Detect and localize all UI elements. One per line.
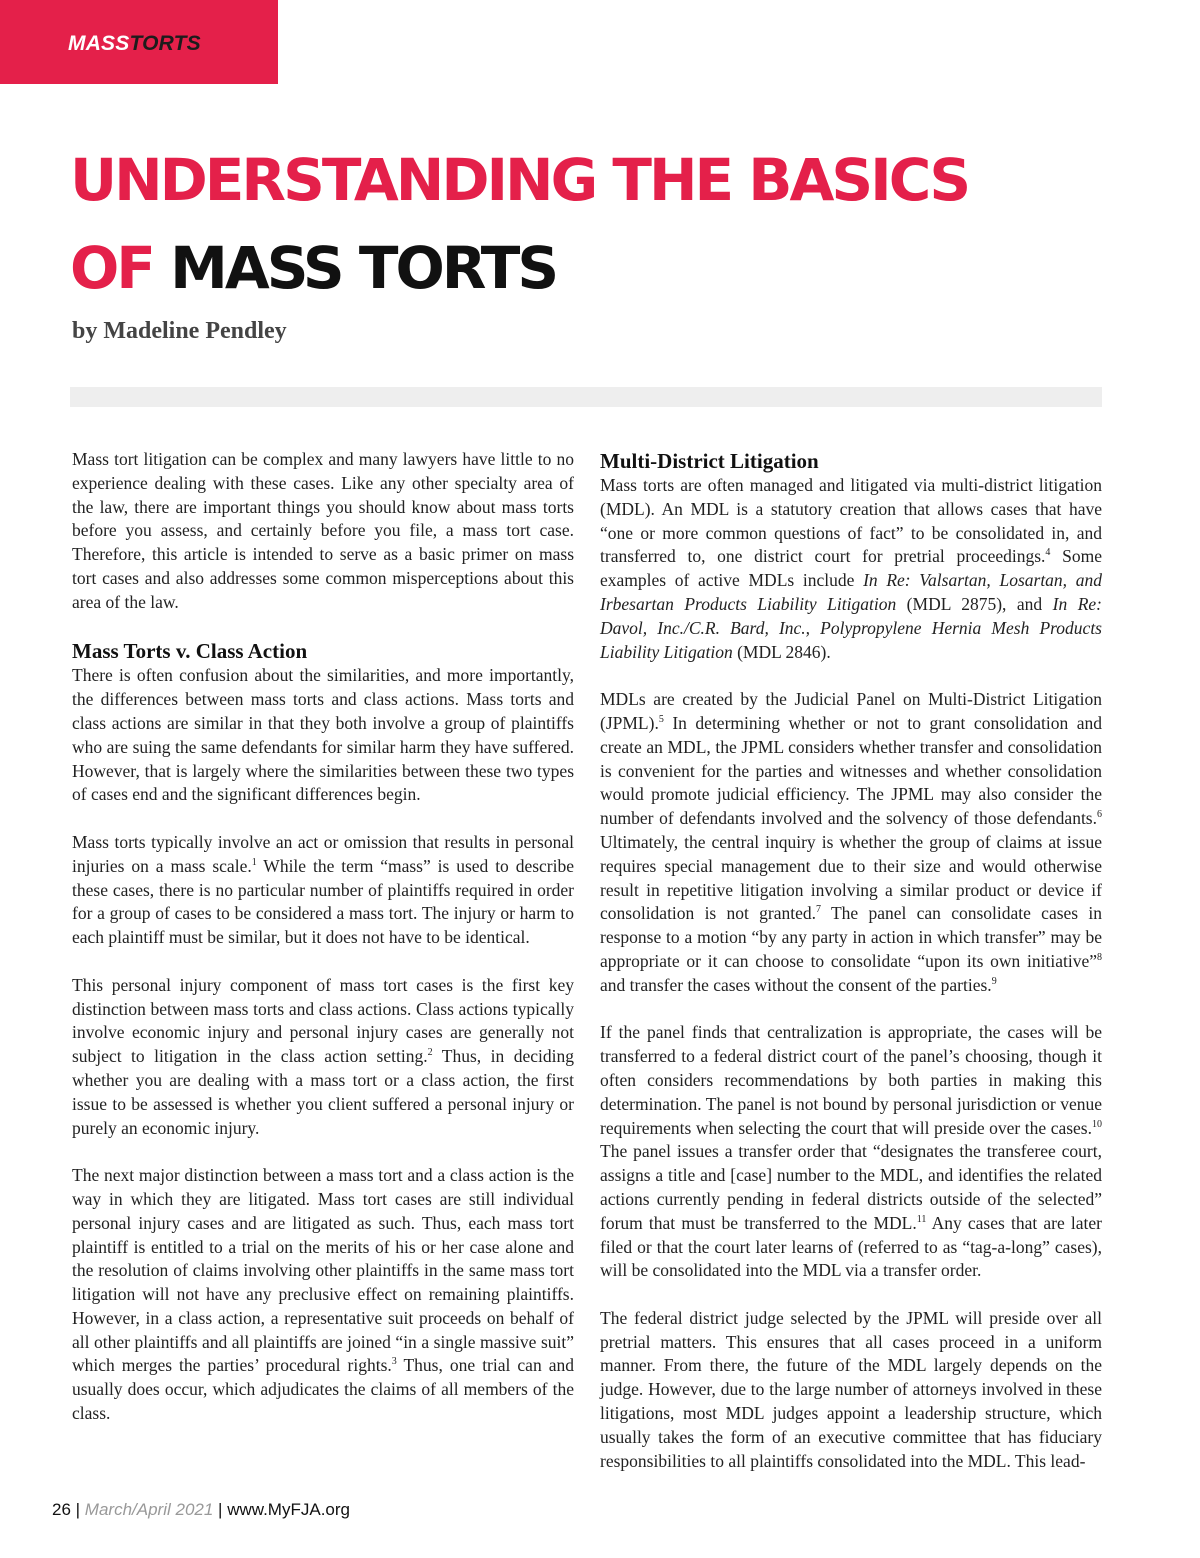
page-number: 26	[52, 1500, 71, 1519]
paragraph-personal-injury: This personal injury component of mass tort cases is the first key distinction between mass torts and class actions. Class actions typically involve economic injury and personal injury cases are generally not subject to litigation in the class action setting.$^2$ Thus, in deciding whether you are dealing with a mass tort or a class action, the first issue to be assessed is whether you client suffered a personal injury or purely an economic injury.	[72, 974, 574, 1138]
footnote-ref-10: 10	[1092, 1118, 1102, 1130]
byline: by Madeline Pendley	[72, 318, 287, 344]
issue-date: March/April 2021	[84, 1500, 214, 1519]
section-tab-word1: MASS	[68, 32, 130, 55]
page-footer: 26 | March/April 2021 | www.MyFJA.org	[52, 1500, 350, 1519]
article-title	[70, 136, 1130, 312]
right-column	[600, 448, 1102, 1497]
title-mass-torts: MASS TORTS	[170, 234, 557, 302]
heading-mass-torts-v-class-action: Mass Torts v. Class Action	[72, 639, 308, 664]
title-line1: UNDERSTANDING THE BASICS	[70, 146, 969, 214]
paragraph-centralization: If the panel finds that centralization is appropriate, the cases will be transferred to a federal district court of the panel’s choosing, though it often considers recommendations by both parties in making this determination. The panel is not bound by personal jurisdiction or venue requirements when selecting the court that will preside over the cases.$^{10}$ The panel issues a transfer order that “designates the transferee court, assigns a title and [case] number to the MDL, and identifies the related actions currently pending in federal districts outside of the selected” forum that must be transferred to the MDL.$^{11}$ Any cases that are later filed or that the court later learns of (referred to as “tag-a-long” cases), will be consolidated into the MDL via a transfer order.	[600, 1022, 1102, 1281]
paragraph-confusion: There is often confusion about the similarities, and more importantly, the differences between mass torts and class actions. Mass torts and class actions are similar in that they both involve a group of plaintiffs who are suing the same defendants for similar harm they have suffered. However, that is largely where the similarities between these two types of cases end and the significant differences begin.	[72, 665, 574, 805]
intro-paragraph: Mass tort litigation can be complex and many lawyers have little to no experience dealing with these cases. Like any other specialty area of the law, there are important things you should know about mass torts before you assess, and certainly before you file, a mass tort case. Therefore, this article is intended to serve as a basic primer on mass tort cases and also addresses some common misperceptions about this area of the law.	[72, 449, 574, 612]
heading-multi-district-litigation: Multi-District Litigation	[600, 449, 819, 473]
section-tab-word2: TORTS	[129, 32, 201, 55]
paragraph-mass-scale: Mass torts typically involve an act or omission that results in personal injuries on a mass scale.$^1$ While the term “mass” is used to describe these cases, there is no particular number of plaintiffs required in order for a group of cases to be considered a mass tort. The injury or harm to each plaintiff must be similar, but it does not have to be identical.	[72, 831, 575, 948]
footnote-ref-3: 3	[391, 1356, 397, 1368]
footnote-ref-6: 6	[1097, 809, 1102, 821]
paragraph-litigation-distinction: The next major distinction between a mass tort and a class action is the way in which they are litigated. Mass tort cases are still individual personal injury cases and are litigated as such. Thus, each mass tort plaintiff is entitled to a trial on the merits of his or her case alone and the resolution of claims involving other plaintiffs in the same mass tort litigation will not have any preclusive effect on remaining plaintiffs. However, in a class action, a representative suit proceeds on behalf of all other plaintiffs and all plaintiffs are joined “in a single massive suit” which merges the parties’ procedural rights.$^3$ Thus, one trial can and usually does occur, which adjudicates the claims of all members of the class.	[72, 1165, 574, 1424]
left-column	[72, 448, 574, 1450]
footnote-ref-11: 11	[916, 1213, 927, 1225]
case-name-davol: In Re: Davol, Inc./C.R. Bard, Inc., Polypropylene Hernia Mesh Products Liability Litigation	[600, 593, 1102, 662]
footnote-ref-1: 1	[251, 856, 257, 868]
paragraph-mdl-intro: Mass torts are often managed and litigated via multi-district litigation (MDL). An MDL is a statutory creation that allows cases that have “one or more common questions of fact” to be consolidated in, and transferred to, one district court for pretrial proceedings.$^4$ Some examples of active MDLs include In Re: Valsartan, Losartan, and Irbesartan Products Liability Litigation (MDL 2875), and In Re: Davol, Inc./C.R. Bard, Inc., Polypropylene Hernia Mesh Products Liability Litigation (MDL 2846).	[600, 475, 1102, 662]
title-of: OF	[70, 234, 153, 302]
section-tab	[0, 0, 278, 84]
website-link[interactable]: www.MyFJA.org	[227, 1500, 350, 1519]
section-tab-label	[68, 33, 201, 54]
footnote-ref-5: 5	[658, 714, 664, 726]
footnote-ref-8: 8	[1097, 952, 1102, 964]
case-name-valsartan: In Re: Valsartan, Losartan, and Irbesartan Products Liability Litigation	[600, 570, 1102, 614]
footnote-ref-7: 7	[816, 904, 822, 916]
paragraph-jpml: MDLs are created by the Judicial Panel on Multi-District Litigation (JPML).$^5$ In determining whether or not to grant consolidation and create an MDL, the JPML considers whether transfer and consolidation is convenient for the parties and witnesses and whether consolidation would promote judicial efficiency. The JPML may also consider the number of defendants involved and the solvency of those defendants.$^6$ Ultimately, the central inquiry is whether the group of claims at issue requires special management due to their size and would otherwise result in repetitive litigation involving a similar product or device if consolidation is not granted.$^7$ The panel can consolidate cases in response to a motion “by any party in action in which transfer” may be appropriate or it can choose to consolidate “upon its own initiative”$^8$ and transfer the cases without the consent of the parties.$^9$	[600, 689, 1102, 995]
divider-bar	[70, 387, 1102, 407]
footnote-ref-2: 2	[427, 1047, 433, 1059]
paragraph-federal-judge: The federal district judge selected by the JPML will preside over all pretrial matters. This ensures that all cases proceed in a uniform manner. From there, the future of the MDL largely depends on the judge. However, due to the large number of attorneys involved in these litigations, most MDL judges appoint a leadership structure, which usually takes the form of an executive committee that has fiduciary responsibilities to all plaintiffs consolidated into the MDL. This lead-	[600, 1307, 1102, 1471]
footnote-ref-9: 9	[991, 975, 997, 987]
footnote-ref-4: 4	[1045, 547, 1051, 559]
